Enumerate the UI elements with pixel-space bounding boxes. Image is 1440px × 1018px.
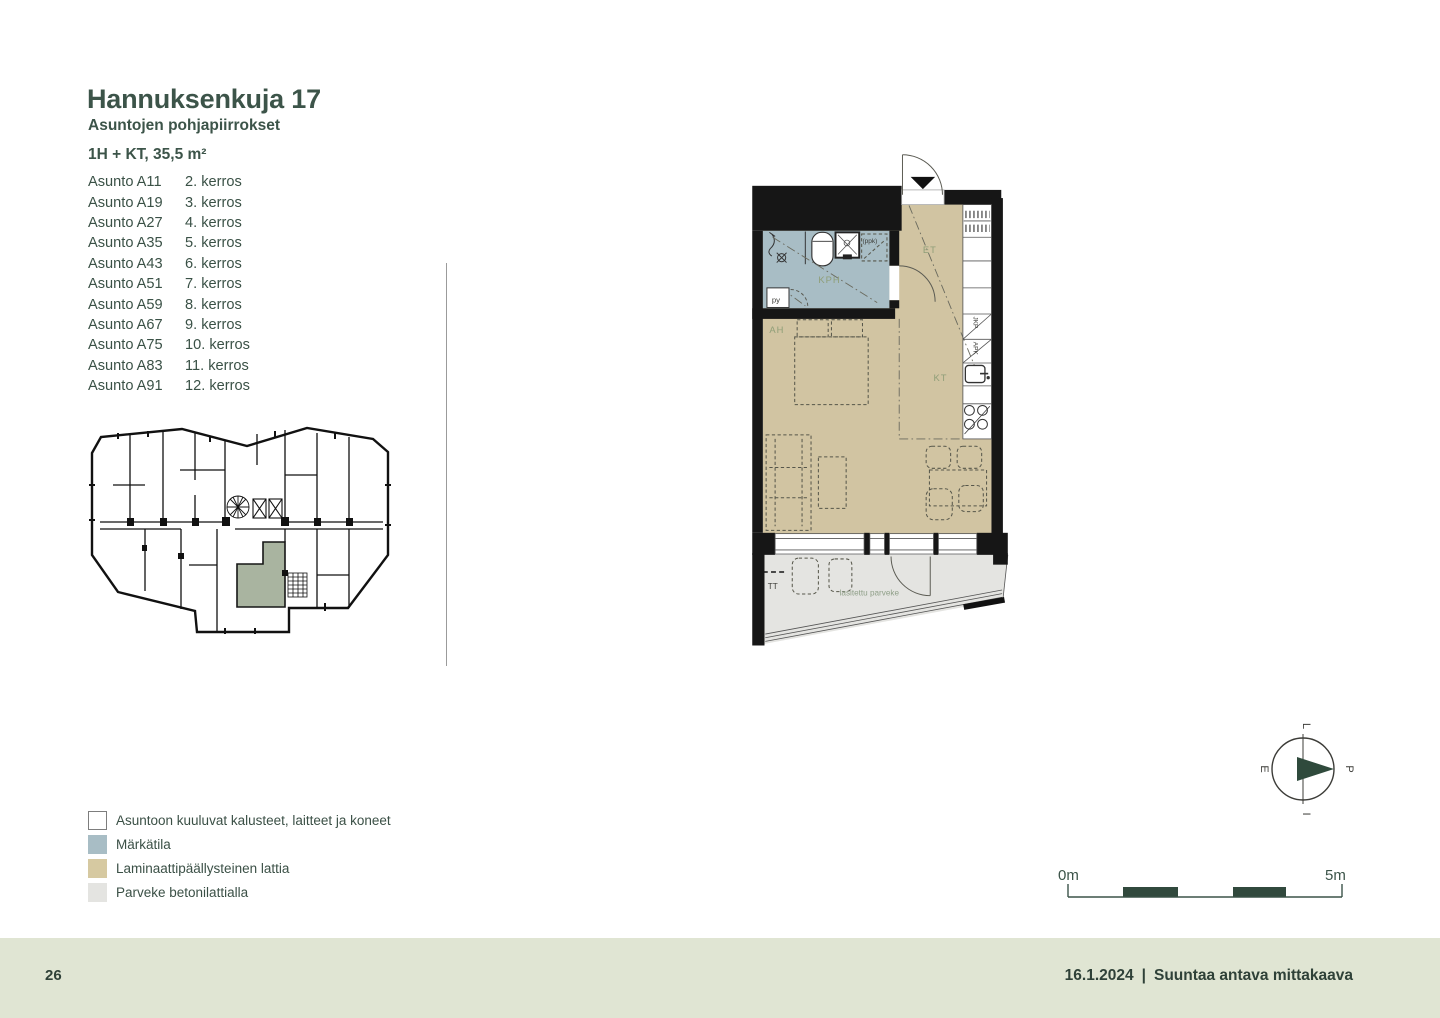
apartment-id: Asunto A11: [88, 174, 162, 191]
scale-start-label: 0m: [1058, 867, 1079, 884]
apartment-row: [88, 294, 250, 314]
apartment-id: Asunto A43: [88, 255, 163, 272]
apartment-floor: 11. kerros: [185, 357, 249, 374]
legend-label: Asuntoon kuuluvat kalusteet, laitteet ja koneet: [116, 812, 391, 828]
apartment-row: [88, 315, 250, 335]
legend-swatch-wet-room: [88, 835, 107, 854]
apartment-floor: 2. kerros: [185, 174, 242, 191]
apartment-floor: 5. kerros: [185, 235, 242, 252]
legend: [88, 808, 391, 905]
room-label-hall: ET: [922, 244, 937, 255]
scale-segment: [1123, 887, 1178, 897]
footer-scale-note: Suuntaa antava mittakaava: [1153, 967, 1353, 984]
apartment-id: Asunto A27: [88, 214, 163, 231]
sink-icon: [836, 232, 860, 259]
legend-row: [88, 856, 391, 880]
apartment-floor: 10. kerros: [185, 337, 250, 354]
divider-line: [446, 263, 447, 666]
stair-icon: [227, 496, 249, 518]
entrance-arrow-icon: [911, 177, 935, 189]
stair-hatch: [288, 573, 307, 597]
compass-west: L: [1300, 722, 1312, 730]
apartment-row: [88, 356, 250, 376]
label-py: py: [771, 295, 781, 305]
scale-segment: [1233, 887, 1286, 897]
apartment-id: Asunto A75: [88, 337, 163, 354]
compass-rose: [1255, 712, 1355, 824]
apartment-floor: 4. kerros: [185, 214, 242, 231]
legend-row: [88, 832, 391, 856]
scale-end-label: 5m: [1325, 867, 1346, 884]
label-tt: TT: [767, 582, 778, 592]
compass-north: P: [1343, 765, 1355, 773]
legend-label: Laminaattipäällysteinen lattia: [116, 860, 290, 876]
apartment-floor: 9. kerros: [185, 316, 242, 333]
page-title: Hannuksenkuja 17: [87, 84, 321, 114]
toilet-icon: [812, 232, 833, 265]
apartment-list: [88, 172, 250, 396]
apartment-floor: 3. kerros: [185, 194, 242, 211]
north-arrow-icon: [1297, 757, 1334, 781]
apartment-id: Asunto A19: [88, 194, 163, 211]
apartment-row: [88, 376, 250, 396]
entrance-door: [902, 155, 944, 205]
apartment-floor: 8. kerros: [185, 296, 242, 313]
page-subtitle: Asuntojen pohjapiirrokset: [88, 117, 281, 134]
apartment-row: [88, 335, 250, 355]
apartment-id: Asunto A35: [88, 235, 163, 252]
footer-date: 16.1.2024: [1064, 967, 1134, 984]
floor-plan: [740, 145, 1090, 790]
label-glazed-balcony: lasitettu parveke: [839, 588, 900, 598]
apartment-floor: 7. kerros: [185, 276, 242, 293]
elevator-icons: [253, 499, 282, 518]
apartment-row: [88, 274, 250, 294]
apartment-floor: 12. kerros: [185, 378, 250, 395]
legend-row: [88, 808, 391, 832]
legend-label: Parveke betonilattialla: [116, 885, 249, 901]
compass-south: E: [1258, 765, 1270, 773]
scale-bar: [1055, 860, 1355, 905]
legend-label: Märkätila: [116, 836, 171, 852]
compass-east: I: [1300, 812, 1312, 816]
footer-separator: |: [1141, 967, 1146, 984]
legend-row: [88, 881, 391, 905]
highlighted-unit: [237, 542, 285, 607]
apartment-row: [88, 233, 250, 253]
building-overview-plan: [85, 425, 397, 637]
footer-note: [1065, 967, 1353, 985]
legend-swatch-laminate: [88, 859, 107, 878]
apartment-row: [88, 192, 250, 212]
legend-swatch-furniture: [88, 811, 107, 830]
apartment-id: Asunto A91: [88, 378, 163, 395]
apartment-id: Asunto A59: [88, 296, 163, 313]
legend-swatch-balcony: [88, 883, 107, 902]
label-dishwasher: APK: [971, 341, 979, 355]
room-label-bathroom: KPH: [818, 274, 841, 285]
apartment-row: [88, 254, 250, 274]
balcony-door: [889, 534, 933, 554]
room-label-living: AH: [769, 324, 785, 335]
apartment-row: [88, 172, 250, 192]
apartment-id: Asunto A51: [88, 276, 163, 293]
label-fridge: JKP: [971, 316, 979, 329]
windows: [775, 534, 977, 554]
label-ppk: (ppk): [862, 237, 878, 245]
unit-type-heading: 1H + KT, 35,5 m²: [88, 146, 207, 163]
room-label-kitchen: KT: [933, 372, 948, 383]
apartment-row: [88, 213, 250, 233]
apartment-id: Asunto A67: [88, 316, 163, 333]
apartment-floor: 6. kerros: [185, 255, 242, 272]
page-number: 26: [45, 967, 62, 984]
page-footer: [0, 938, 1440, 1018]
apartment-id: Asunto A83: [88, 357, 163, 374]
